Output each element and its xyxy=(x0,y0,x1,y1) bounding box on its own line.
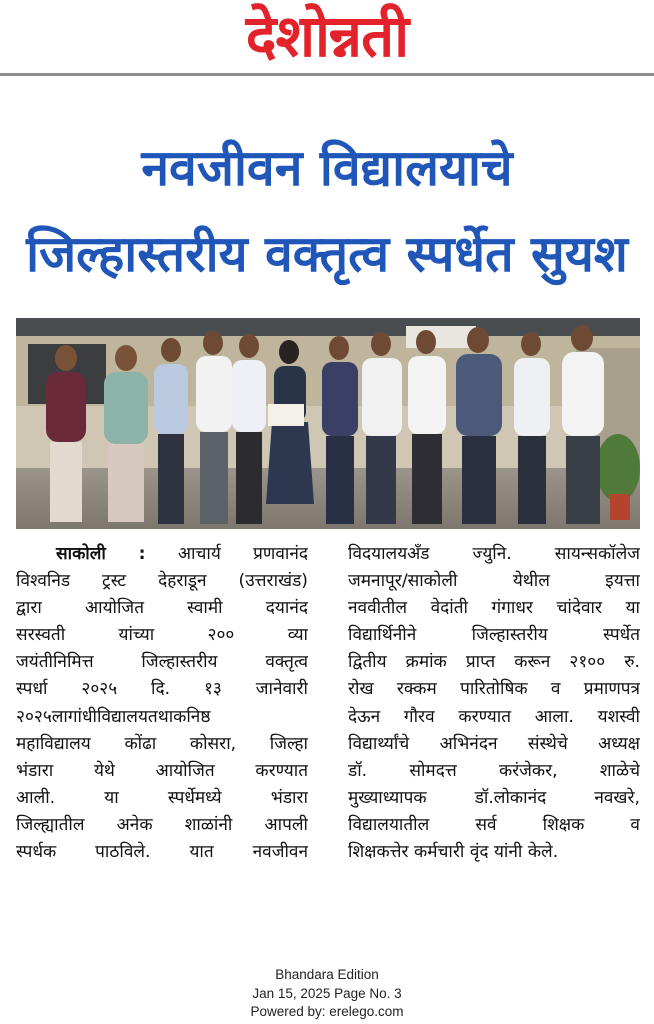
article-line: शिक्षकत्तेर कर्मचारी वृंद यांनी केले. xyxy=(348,842,559,863)
article-line: द्वारा आयोजित स्वामी दयानंद xyxy=(16,598,308,619)
article-column-left xyxy=(16,541,308,866)
article-line: सरस्वती यांच्या २०० व्या xyxy=(16,625,308,646)
powered-by-label: Powered by: erelego.com xyxy=(250,1004,404,1019)
article-line: जयंतीनिमित्त जिल्हास्तरीय वक्तृत्व xyxy=(16,652,308,673)
article-line: स्पर्धक पाठविले. यात नवजीवन xyxy=(16,842,308,863)
article-line: मुख्याध्यापक डॉ.लोकानंद नवखरे, xyxy=(348,787,640,808)
masthead-divider xyxy=(0,73,654,76)
article-column-right xyxy=(348,541,640,866)
article-line: विद्यालयातील सर्व शिक्षक व xyxy=(348,814,640,835)
newspaper-logo: देशोन्नती xyxy=(245,2,409,70)
headline-line-1: नवजीवन विद्यालयाचे xyxy=(141,139,513,197)
article-line: देऊन गौरव करण्यात आला. यशस्वी xyxy=(348,706,640,727)
article-line: स्पर्धा २०२५ दि. १३ जानेवारी xyxy=(16,679,308,700)
article-line: जिल्ह्यातील अनेक शाळांनी आपली xyxy=(16,814,308,835)
article-line: २०२५लागांधीविद्यालयतथाकनिष्ठ xyxy=(16,706,211,727)
article-line: द्वितीय क्रमांक प्राप्त करून २१०० रु. xyxy=(348,652,640,673)
article-line: विद्यार्थ्यांचे अभिनंदन संस्थेचे अध्यक्ष xyxy=(348,733,640,754)
article-line: भंडारा येथे आयोजित करण्यात xyxy=(16,760,308,781)
article-line: विद्यार्थिनीने जिल्हास्तरीय स्पर्धेत xyxy=(348,625,640,646)
article-line: रोख रक्कम पारितोषिक व प्रमाणपत्र xyxy=(348,679,640,700)
article-line: नववीतील वेदांती गंगाधर चांदेवार या xyxy=(348,598,640,619)
article-line: आचार्य प्रणवानंद xyxy=(177,544,308,564)
edition-label: Bhandara Edition xyxy=(275,967,379,982)
headline-line-2: जिल्हास्तरीय वक्तृत्व स्पर्धेत सुयश xyxy=(26,225,628,283)
article-line: विदयालयअँड ज्युनि. सायन्सकॉलेज xyxy=(348,544,640,564)
article-line: विश्वनिड ट्रस्ट देहराडून (उत्तराखंड) xyxy=(16,571,308,592)
article-line: डॉ. सोमदत्त करंजेकर, शाळेचे xyxy=(348,760,640,781)
group-photo-image xyxy=(16,318,640,529)
article-line: आली. या स्पर्धेमध्ये भंडारा xyxy=(16,787,308,808)
masthead xyxy=(0,0,654,80)
article-line: महाविद्यालय कोंढा कोसरा, जिल्हा xyxy=(16,733,308,754)
page-footer xyxy=(0,966,654,1022)
news-photo xyxy=(16,318,640,529)
date-page-label: Jan 15, 2025 Page No. 3 xyxy=(252,985,402,1001)
dateline: साकोली : xyxy=(56,544,146,564)
article-line: जमनापूर/साकोली येथील इयत्ता xyxy=(348,571,640,592)
